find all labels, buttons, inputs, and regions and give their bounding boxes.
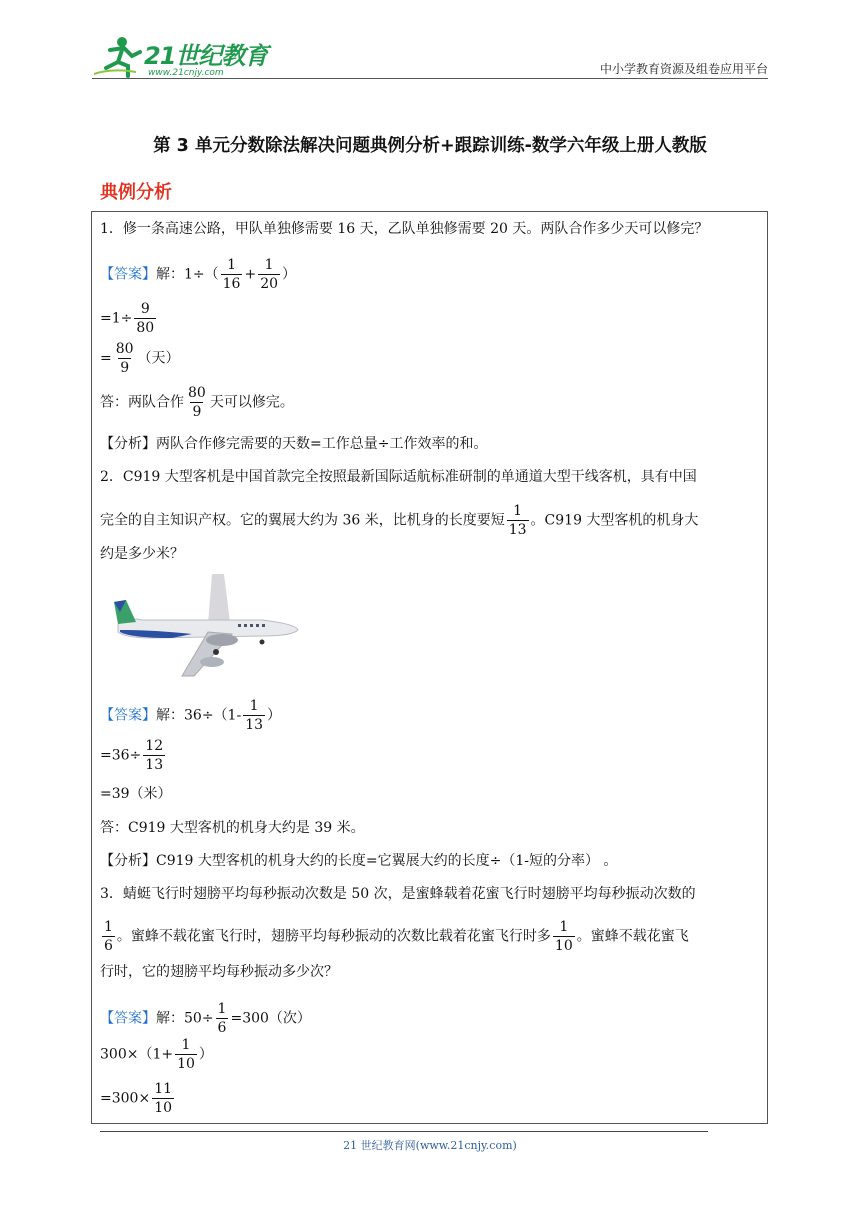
answer-tag: 【答案】 bbox=[100, 266, 156, 283]
fraction: $\frac{80}{9}$ bbox=[188, 385, 206, 420]
q3-answer-line3: =300× $\frac{11}{10}$ bbox=[100, 1081, 173, 1116]
fraction: $\frac{1}{6}$ bbox=[217, 1001, 227, 1036]
logo-text: 21世纪教育 bbox=[144, 42, 268, 70]
q1-question: 1．修一条高速公路，甲队单独修需要 16 天，乙队单独修需要 20 天。两队合作多少天可以修完？ bbox=[100, 221, 709, 237]
runner-logo-icon bbox=[92, 34, 148, 78]
footer-divider bbox=[100, 1131, 708, 1132]
answer-tag: 【答案】 bbox=[100, 1010, 156, 1027]
q1-answer-line1: 【答案】解：1÷（ $\frac{1}{16}$ + $\frac{1}{20}$ ） bbox=[100, 257, 297, 292]
fraction: $\frac{12}{13}$ bbox=[145, 738, 164, 773]
fraction: $\frac{1}{20}$ bbox=[260, 257, 279, 292]
q3-question-line3: 行时，它的翅膀平均每秒振动多少次？ bbox=[100, 964, 338, 980]
site-logo bbox=[92, 34, 272, 78]
fraction: $\frac{9}{80}$ bbox=[136, 301, 155, 336]
q2-answer-line1: 【答案】解：36÷（1- $\frac{1}{13}$ ） bbox=[100, 698, 282, 733]
q2-answer-line3: =39（米） bbox=[100, 786, 172, 802]
answer-tag: 【答案】 bbox=[100, 707, 156, 724]
fraction: $\frac{1}{10}$ bbox=[177, 1037, 195, 1072]
fraction: $\frac{1}{16}$ bbox=[222, 257, 241, 292]
q3-question-line1: 3．蜻蜓飞行时翅膀平均每秒振动次数是 50 次，是蜜蜂载着花蜜飞行时翅膀平均每秒振动次数的 bbox=[100, 886, 696, 902]
page-title: 第 3 单元分数除法解决问题典例分析+跟踪训练-数学六年级上册人教版 bbox=[153, 136, 707, 156]
fraction: $\frac{80}{9}$ bbox=[115, 341, 134, 376]
q1-answer-line3: = $\frac{80}{9}$ （天） bbox=[100, 341, 180, 376]
q2-question-line2: 完全的自主知识产权。它的翼展大约为 36 米，比机身的长度要短 $\frac{1}{13}$ 。C919 大型客机的机身大 bbox=[100, 503, 699, 538]
header-divider bbox=[92, 78, 768, 79]
fraction: $\frac{1}{6}$ bbox=[104, 919, 113, 954]
section-title: 典例分析 bbox=[100, 182, 172, 203]
q3-answer-line2: 300×（1+ $\frac{1}{10}$ ） bbox=[100, 1037, 213, 1072]
footer-text: 21 世纪教育网(www.21cnjy.com) bbox=[343, 1139, 517, 1152]
fraction: $\frac{11}{10}$ bbox=[154, 1081, 173, 1116]
q3-question-line2: $\frac{1}{6}$ 。蜜蜂不载花蜜飞行时，翅膀平均每秒振动的次数比载着花蜜飞行时多 $\frac{1}{10}$ 。蜜蜂不载花蜜飞 bbox=[104, 919, 689, 954]
q2-answer-line2: =36÷ $\frac{12}{13}$ bbox=[100, 738, 164, 773]
logo-url: www.21cnjy.com bbox=[148, 68, 224, 78]
page-header bbox=[92, 28, 768, 80]
q1-analysis: 【分析】两队合作修完需要的天数=工作总量÷工作效率的和。 bbox=[100, 436, 488, 452]
header-platform-text: 中小学教育资源及组卷应用平台 bbox=[599, 62, 768, 76]
q2-question-line1: 2．C919 大型客机是中国首款完全按照最新国际适航标准研制的单通道大型干线客机，具有中国 bbox=[100, 469, 697, 485]
q2-analysis: 【分析】C919 大型客机的机身大约的长度=它翼展大约的长度÷（1-短的分率） 。 bbox=[100, 853, 618, 869]
q3-answer-line1: 【答案】解：50÷ $\frac{1}{6}$ =300（次） bbox=[100, 1001, 311, 1036]
fraction: $\frac{1}{10}$ bbox=[554, 919, 573, 954]
fraction: $\frac{1}{13}$ bbox=[245, 698, 264, 733]
airplane-image bbox=[112, 572, 302, 682]
q1-answer-line2: =1÷ $\frac{9}{80}$ bbox=[100, 301, 155, 336]
fraction: $\frac{1}{13}$ bbox=[508, 503, 527, 538]
q2-question-line3: 约是多少米？ bbox=[100, 546, 184, 562]
q2-conclusion: 答：C919 大型客机的机身大约是 39 米。 bbox=[100, 820, 365, 836]
q1-conclusion: 答：两队合作 $\frac{80}{9}$ 天可以修完。 bbox=[100, 385, 294, 420]
